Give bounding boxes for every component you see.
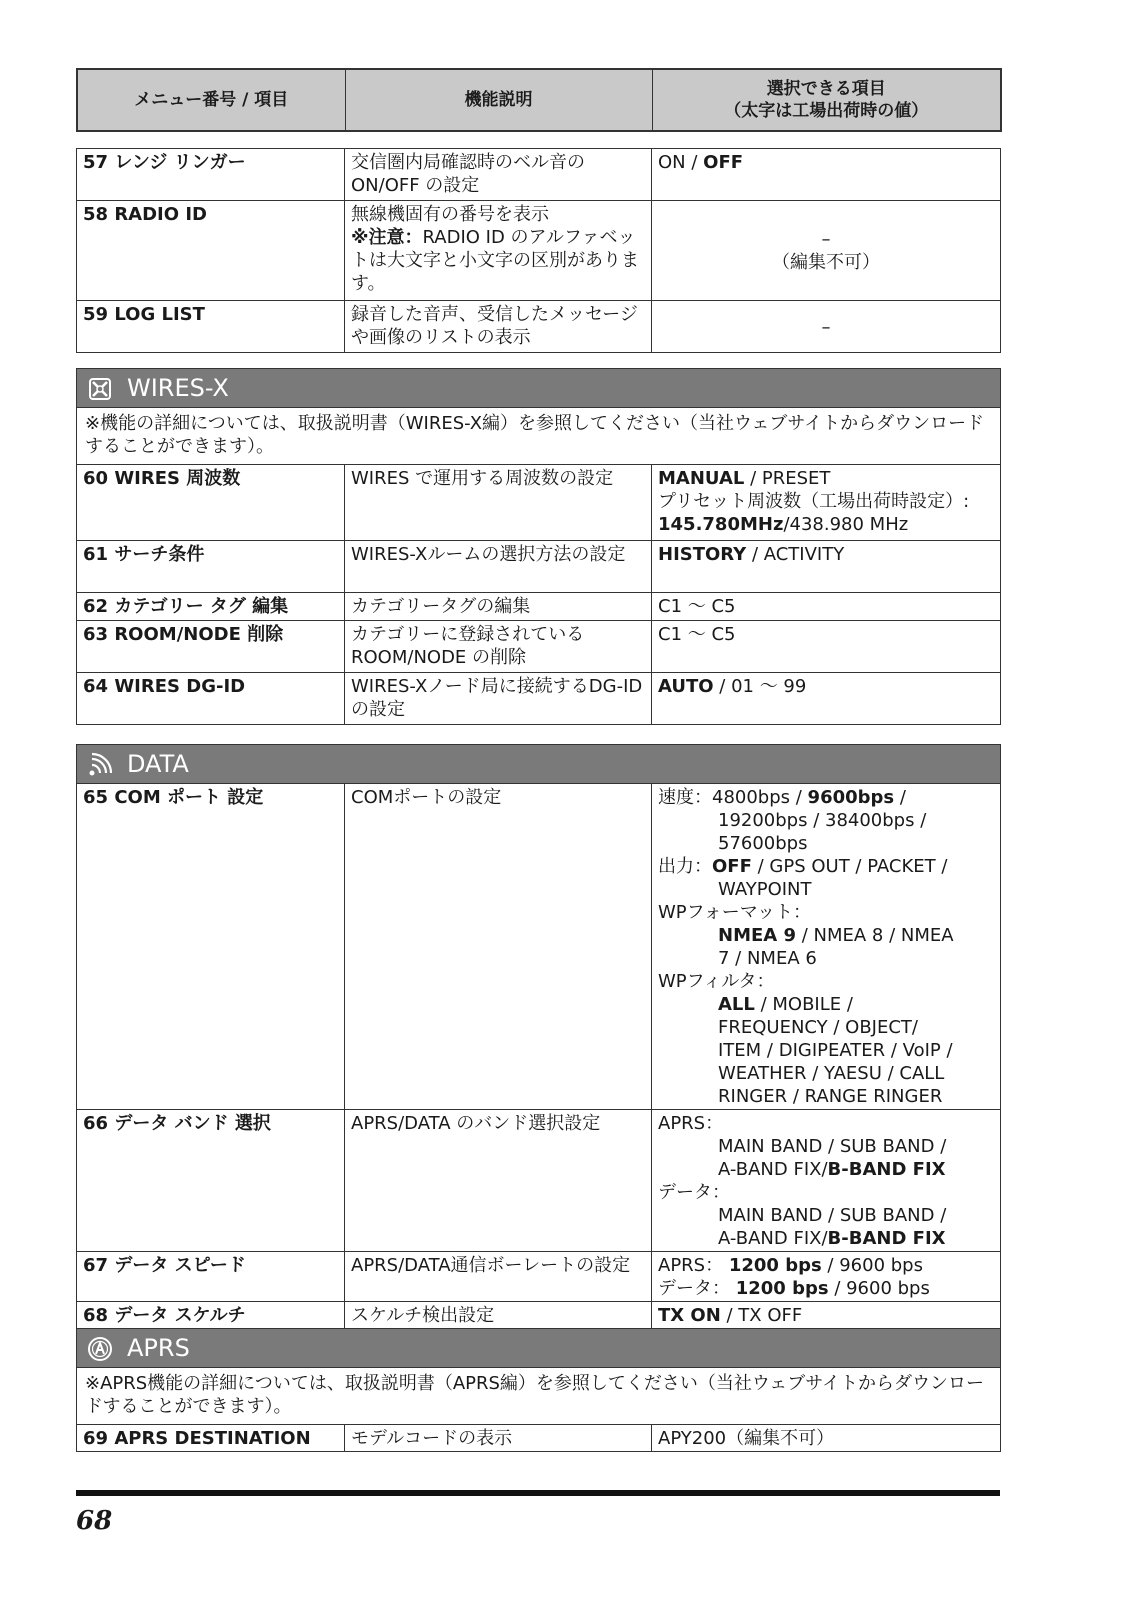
option-default: B-BAND FIX (827, 1159, 946, 1180)
option-text: / GPS OUT / PACKET / (751, 856, 948, 877)
menu-desc: WIRES-Xルームの選択方法の設定 (345, 541, 652, 593)
menu-desc: APRS/DATA通信ボーレートの設定 (345, 1252, 652, 1302)
header-col-options (652, 69, 1001, 131)
option-text: プリセット周波数（工場出荷時設定）: (658, 491, 970, 512)
option-text: / 9600 bps (821, 1255, 923, 1276)
section-note: ※APRS機能の詳細については、取扱説明書（APRS編）を参照してください（当社ウェブサイトからダウンロードすることができます）。 (77, 1368, 1001, 1425)
table-row (77, 1252, 1001, 1302)
section-note: ※機能の詳細については、取扱説明書（WIRES-X編）を参照してください（当社ウェブサイトからダウンロードすることができます）。 (77, 408, 1001, 465)
option-label: WPフォーマット： (658, 902, 812, 923)
option-text: 57600bps (718, 833, 808, 854)
menu-desc: モデルコードの表示 (345, 1425, 652, 1452)
table-row (77, 1110, 1001, 1252)
section-header-data (77, 745, 1001, 784)
menu-item: 69 APRS DESTINATION (77, 1425, 345, 1452)
table-row (77, 149, 1001, 201)
menu-options (652, 784, 1001, 1110)
option-default: HISTORY (658, 544, 747, 565)
section-note-row (77, 1368, 1001, 1425)
menu-table-57-59 (76, 148, 1001, 353)
desc-note (351, 226, 645, 295)
table-row (77, 593, 1001, 621)
option-label: データ： (658, 1278, 730, 1299)
option-label: 出力： (658, 856, 712, 877)
option-text: 7 / NMEA 6 (718, 948, 817, 969)
menu-options: C1 ～ C5 (652, 593, 1001, 621)
option-default: AUTO (658, 676, 714, 697)
option-text: / ACTIVITY (746, 544, 845, 565)
option-text: 19200bps / 38400bps / (718, 810, 927, 831)
header-row (77, 69, 1001, 131)
option-default: OFF (712, 856, 752, 877)
menu-options (652, 673, 1001, 725)
menu-options (652, 1110, 1001, 1252)
menu-item: 61 サーチ条件 (77, 541, 345, 593)
option-default: 1200 bps (735, 1278, 829, 1299)
menu-options: C1 ～ C5 (652, 621, 1001, 673)
desc-line: 無線機固有の番号を表示 (351, 204, 549, 225)
menu-item: 68 データ スケルチ (77, 1302, 345, 1329)
menu-desc: スケルチ検出設定 (345, 1302, 652, 1329)
note-label: ※注意： (351, 227, 423, 248)
section-title-bar (77, 369, 1001, 408)
menu-options (652, 149, 1001, 201)
section-title: WIRES-X (127, 374, 229, 402)
table-row (77, 1302, 1001, 1329)
header-col-options-line1: 選択できる項目 (766, 79, 886, 99)
option-text: / TX OFF (720, 1305, 803, 1326)
option-default: OFF (703, 152, 744, 173)
menu-options: – (652, 301, 1001, 353)
bottom-rule (76, 1490, 1000, 1496)
option-text: / 01 ～ 99 (713, 676, 807, 697)
option-text: 4800bps / (712, 787, 808, 808)
table-row (77, 784, 1001, 1110)
table-row (77, 621, 1001, 673)
menu-desc: 録音した音声、受信したメッセージや画像のリストの表示 (345, 301, 652, 353)
table-row (77, 673, 1001, 725)
option-text: / MOBILE / (754, 994, 853, 1015)
section-title: APRS (127, 1334, 190, 1362)
menu-options (652, 465, 1001, 541)
menu-item: 64 WIRES DG-ID (77, 673, 345, 725)
menu-item: 60 WIRES 周波数 (77, 465, 345, 541)
option-text: A-BAND FIX/ (718, 1159, 828, 1180)
option-text: – (821, 229, 831, 250)
header-col-item: メニュー番号 / 項目 (77, 69, 345, 131)
option-default: TX ON (658, 1305, 721, 1326)
menu-desc: 交信圏内局確認時のベル音のON/OFF の設定 (345, 149, 652, 201)
table-row (77, 541, 1001, 593)
option-default: 145.780MHz (658, 514, 784, 535)
option-text: MAIN BAND / SUB BAND / (718, 1136, 947, 1157)
wires-x-icon (87, 376, 113, 402)
section-title-bar (77, 745, 1001, 784)
menu-desc: カテゴリーに登録されているROOM/NODE の削除 (345, 621, 652, 673)
menu-desc: カテゴリータグの編集 (345, 593, 652, 621)
note-text: RADIO ID のアルファベットは大文字と小文字の区別があります。 (351, 227, 639, 294)
table-row (77, 301, 1001, 353)
section-note-row (77, 408, 1001, 465)
menu-desc (345, 201, 652, 301)
menu-options (652, 201, 1001, 301)
option-default: 9600bps (807, 787, 895, 808)
menu-desc: COMポートの設定 (345, 784, 652, 1110)
header-col-desc: 機能説明 (345, 69, 652, 131)
option-default: NMEA 9 (718, 925, 796, 946)
table-row (77, 465, 1001, 541)
header-table (76, 68, 1002, 132)
section-header-wires-x (77, 369, 1001, 408)
menu-desc: WIRES で運用する周波数の設定 (345, 465, 652, 541)
menu-item: 57 レンジ リンガー (77, 149, 345, 201)
option-label: 速度： (658, 787, 712, 808)
data-icon (87, 752, 113, 778)
aprs-icon (87, 1336, 113, 1362)
option-label: APRS： (658, 1255, 724, 1276)
menu-item: 63 ROOM/NODE 削除 (77, 621, 345, 673)
menu-desc: WIRES-Xノード局に接続するDG-ID の設定 (345, 673, 652, 725)
option-text: ITEM / DIGIPEATER / VoIP / (718, 1040, 953, 1061)
menu-item: 67 データ スピード (77, 1252, 345, 1302)
page-number: 68 (76, 1506, 113, 1536)
option-default: 1200 bps (728, 1255, 822, 1276)
menu-options (652, 1302, 1001, 1329)
option-text: / NMEA 8 / NMEA (796, 925, 954, 946)
option-default: ALL (718, 994, 755, 1015)
option-text: FREQUENCY / OBJECT/ (718, 1017, 918, 1038)
menu-options: APY200（編集不可） (652, 1425, 1001, 1452)
menu-item: 65 COM ポート 設定 (77, 784, 345, 1110)
section-title-bar (77, 1329, 1001, 1368)
option-label: APRS： (658, 1113, 724, 1134)
menu-options (652, 1252, 1001, 1302)
header-col-options-line2: （太字は工場出荷時の値） (724, 101, 929, 121)
table-row (77, 1425, 1001, 1452)
wires-x-table (76, 368, 1001, 725)
option-text: / 9600 bps (828, 1278, 930, 1299)
option-text: /438.980 MHz (783, 514, 909, 535)
option-text: WAYPOINT (718, 879, 812, 900)
option-text: ON / (658, 152, 704, 173)
section-header-aprs (77, 1329, 1001, 1368)
menu-desc: APRS/DATA のバンド選択設定 (345, 1110, 652, 1252)
menu-options (652, 541, 1001, 593)
option-label: WPフィルタ： (658, 971, 775, 992)
menu-item: 62 カテゴリー タグ 編集 (77, 593, 345, 621)
option-text: RINGER / RANGE RINGER (718, 1086, 943, 1107)
option-text: / PRESET (744, 468, 831, 489)
option-text: （編集不可） (772, 252, 880, 273)
option-text: MAIN BAND / SUB BAND / (718, 1205, 947, 1226)
option-text: WEATHER / YAESU / CALL (718, 1063, 945, 1084)
data-aprs-table (76, 744, 1001, 1452)
option-default: MANUAL (658, 468, 745, 489)
option-text: A-BAND FIX/ (718, 1228, 828, 1249)
menu-item: 58 RADIO ID (77, 201, 345, 301)
menu-item: 66 データ バンド 選択 (77, 1110, 345, 1252)
table-row (77, 201, 1001, 301)
option-default: B-BAND FIX (827, 1228, 946, 1249)
section-title: DATA (127, 750, 189, 778)
option-text: / (894, 787, 906, 808)
option-label: データ： (658, 1182, 730, 1203)
menu-item: 59 LOG LIST (77, 301, 345, 353)
